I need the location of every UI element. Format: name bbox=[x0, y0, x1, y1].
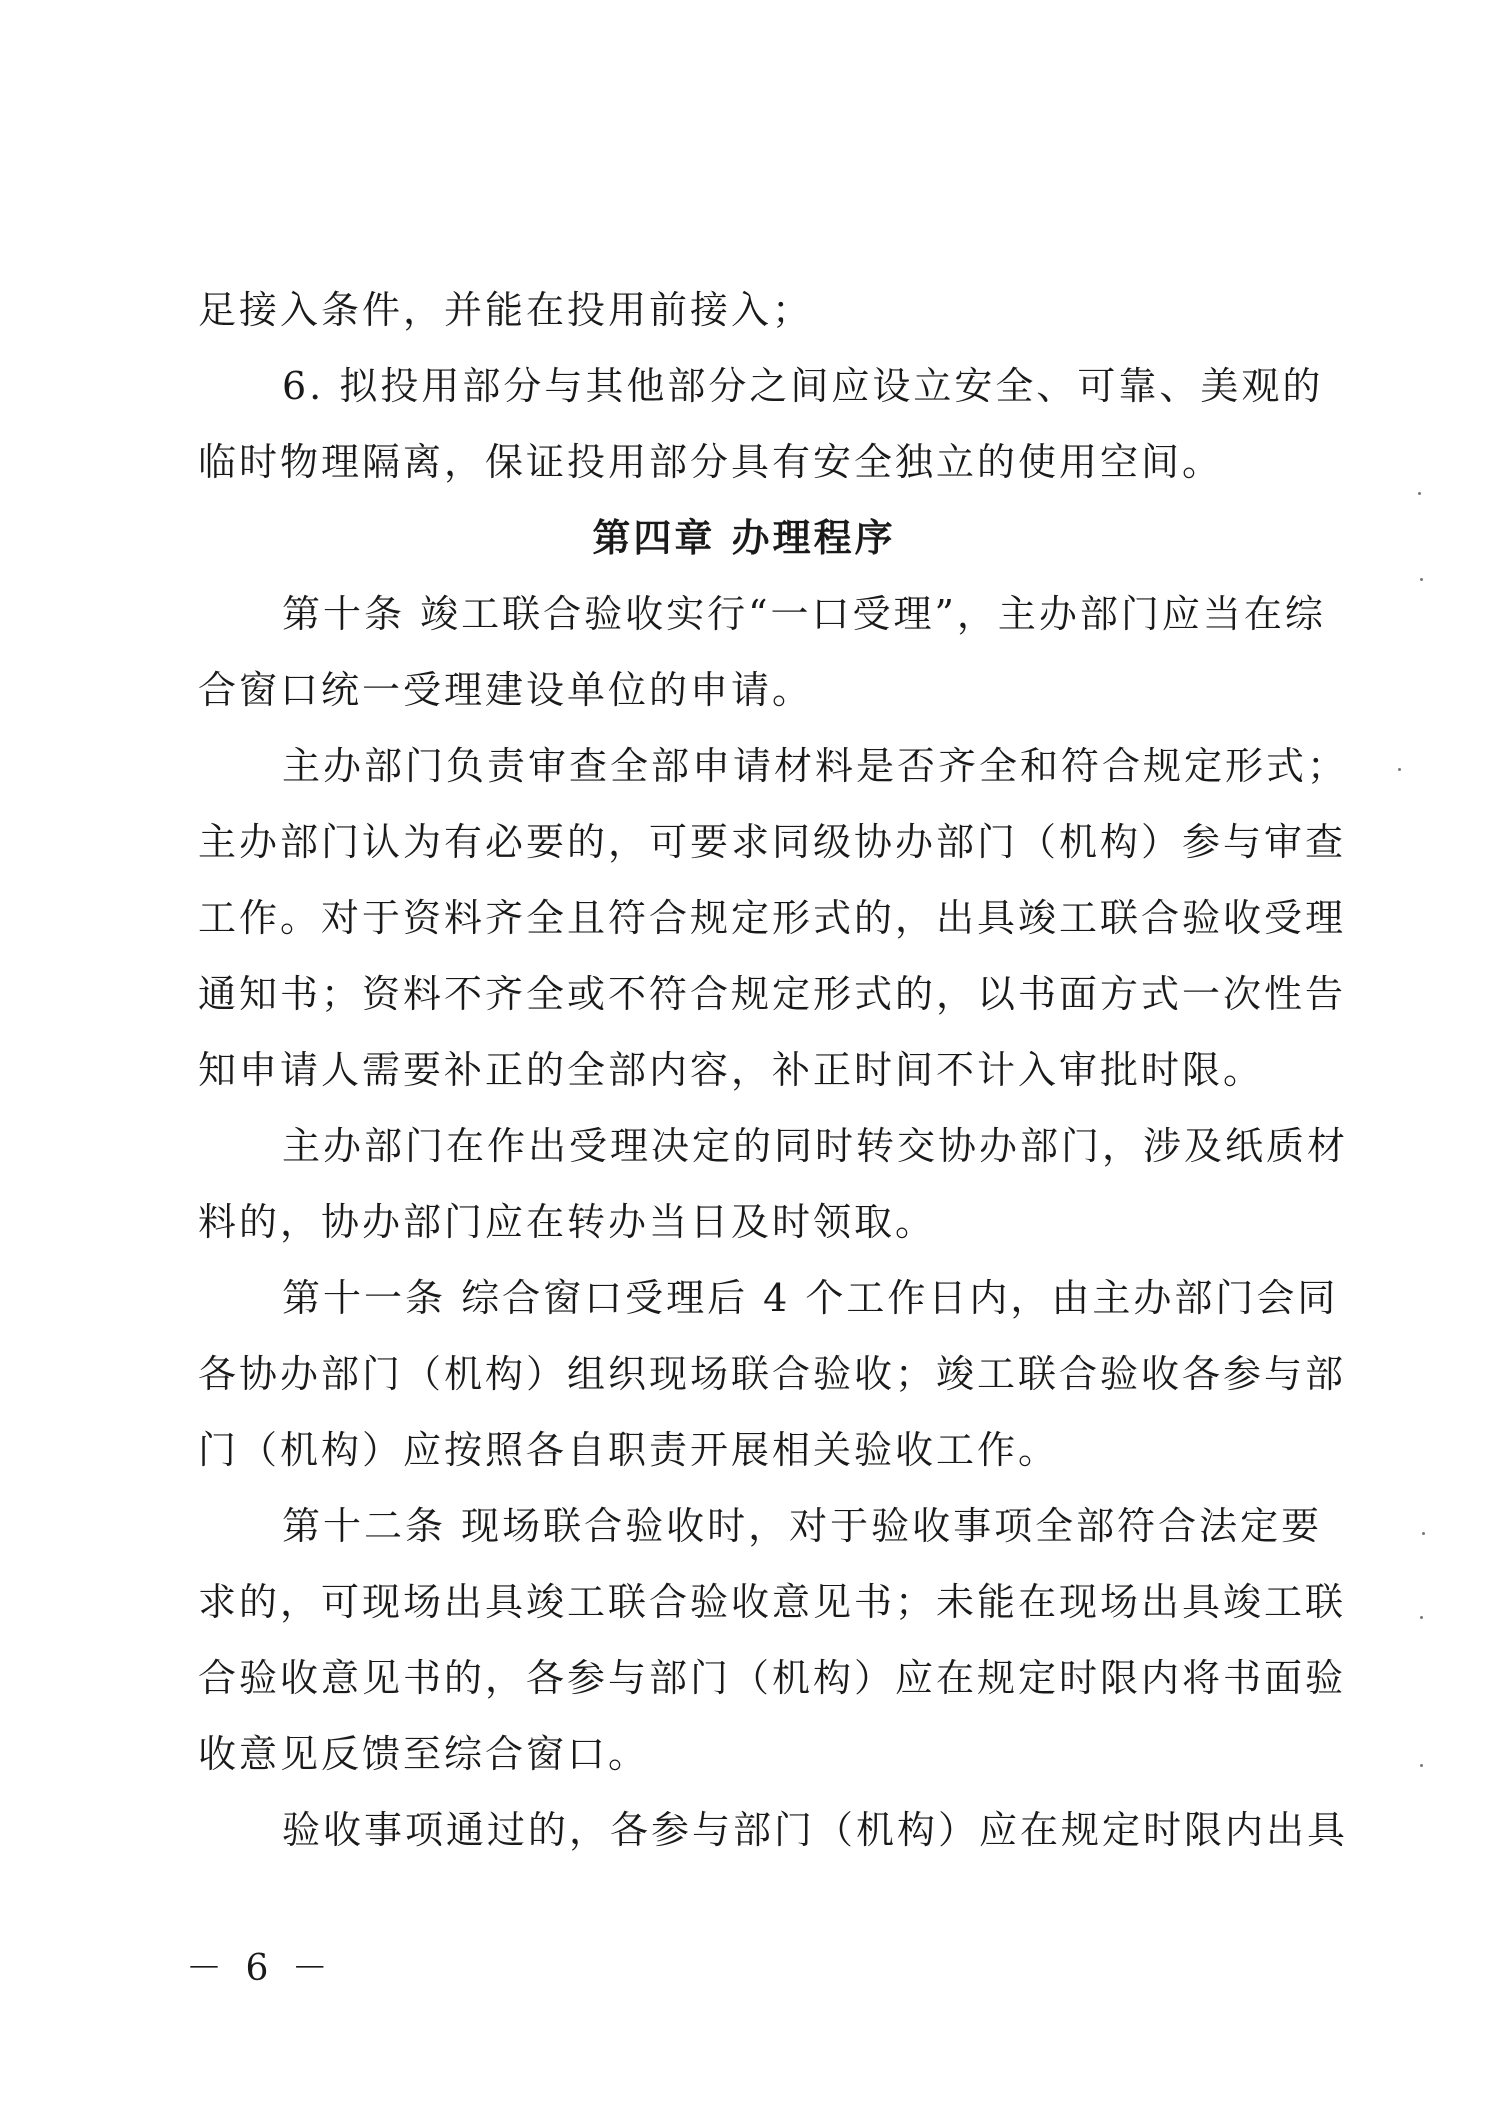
text-line: 主办部门认为有必要的，可要求同级协办部门（机构）参与审查 bbox=[198, 820, 1347, 864]
text-line: 求的，可现场出具竣工联合验收意见书；未能在现场出具竣工联 bbox=[198, 1580, 1347, 1624]
scan-speck bbox=[1420, 1764, 1423, 1767]
text-line: 6. 拟投用部分与其他部分之间应设立安全、可靠、美观的 bbox=[282, 364, 1324, 408]
text-line: 第十二条 现场联合验收时，对于验收事项全部符合法定要 bbox=[282, 1504, 1323, 1548]
text-line: 收意见反馈至综合窗口。 bbox=[198, 1732, 650, 1776]
text-line: 合窗口统一受理建设单位的申请。 bbox=[198, 668, 814, 712]
scan-speck bbox=[1420, 578, 1423, 581]
document-body bbox=[198, 272, 1349, 1868]
text-line: 足接入条件，并能在投用前接入； bbox=[198, 288, 814, 332]
page-number: － 6 － bbox=[186, 1948, 334, 1989]
text-line: 通知书；资料不齐全或不符合规定形式的，以书面方式一次性告 bbox=[198, 972, 1347, 1016]
text-line: 各协办部门（机构）组织现场联合验收；竣工联合验收各参与部 bbox=[198, 1352, 1347, 1396]
scan-speck bbox=[1420, 1616, 1423, 1619]
text-line: 门（机构）应按照各自职责开展相关验收工作。 bbox=[198, 1428, 1060, 1472]
text-line: 知申请人需要补正的全部内容，补正时间不计入审批时限。 bbox=[198, 1048, 1265, 1092]
scan-speck bbox=[1398, 768, 1401, 771]
text-line: 验收事项通过的，各参与部门（机构）应在规定时限内出具 bbox=[282, 1808, 1349, 1852]
text-line: 临时物理隔离，保证投用部分具有安全独立的使用空间。 bbox=[198, 440, 1224, 484]
text-line: 料的，协办部门应在转办当日及时领取。 bbox=[198, 1200, 937, 1244]
text-line: 工作。对于资料齐全且符合规定形式的，出具竣工联合验收受理 bbox=[198, 896, 1347, 940]
chapter-paragraphs bbox=[198, 576, 1349, 1868]
text-line: 合验收意见书的，各参与部门（机构）应在规定时限内将书面验 bbox=[198, 1656, 1347, 1700]
scan-speck bbox=[1422, 1532, 1425, 1535]
continued-paragraphs bbox=[198, 272, 1324, 500]
chapter-heading: 第四章 办理程序 bbox=[592, 516, 896, 560]
text-line: 主办部门在作出受理决定的同时转交协办部门，涉及纸质材 bbox=[282, 1124, 1349, 1168]
scan-speck bbox=[1418, 492, 1421, 495]
text-line: 第十条 竣工联合验收实行“一口受理”，主办部门应当在综 bbox=[282, 592, 1326, 636]
text-line: 主办部门负责审查全部申请材料是否齐全和符合规定形式； bbox=[282, 744, 1349, 788]
text-line: 第十一条 综合窗口受理后 4 个工作日内，由主办部门会同 bbox=[282, 1276, 1339, 1320]
